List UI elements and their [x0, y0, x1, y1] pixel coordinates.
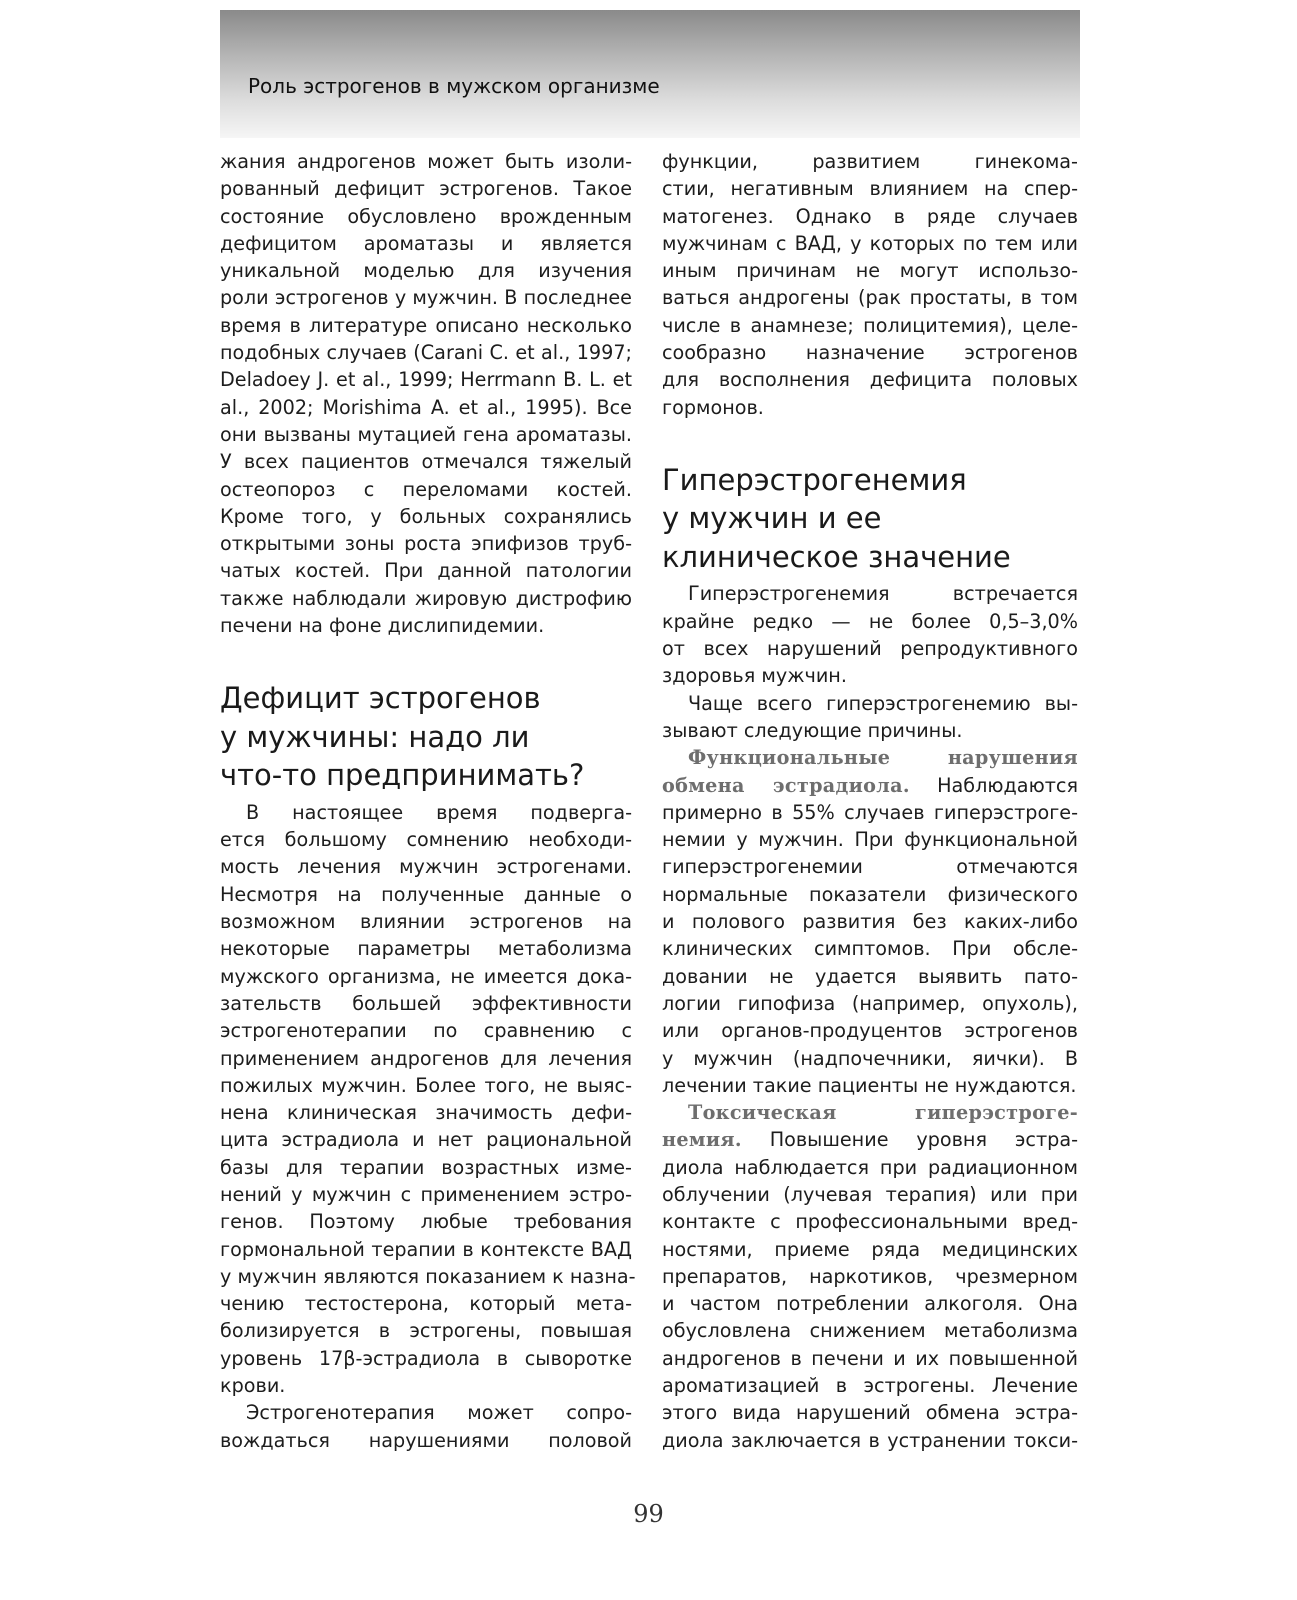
- text-line: зательств большей эффективности: [220, 991, 632, 1015]
- text-line: для восполнения дефицита половых: [662, 368, 1078, 392]
- text-line: уровень 17β-эстрадиола в сыворотке: [220, 1346, 632, 1370]
- text-line: клинических симптомов. При обсле-: [662, 937, 1078, 961]
- para4-line-1: [662, 744, 1078, 771]
- left-paragraph-3: [220, 1399, 632, 1454]
- left-paragraph-2: [220, 799, 636, 1400]
- text-line: стии, негативным влиянием на спер-: [662, 177, 1078, 201]
- para4-body: [662, 799, 1078, 1099]
- text-line: диола заключается в устранении токси-: [662, 1428, 1078, 1452]
- text-line: мужского организма, не имеется дока-: [220, 964, 632, 988]
- runin-heading-functional: Функциональные нарушения: [688, 746, 1078, 770]
- text-line: немии у мужчин. При функциональной: [662, 828, 1078, 852]
- text-line: также наблюдали жировую дистрофию: [220, 586, 632, 610]
- text-line: вождаться нарушениями половой: [220, 1428, 632, 1452]
- text-line: ароматизацией в эстрогены. Лечение: [662, 1374, 1078, 1398]
- text-line: андрогенов в печени и их повышенной: [662, 1346, 1078, 1370]
- text-line: состояние обусловлено врожденным: [220, 204, 632, 228]
- left-paragraph-1: [220, 148, 632, 639]
- text-line: жания андрогенов может быть изоли-: [220, 150, 632, 173]
- text-line: Deladoey J. et al., 1999; Herrmann B. L. et: [220, 368, 632, 392]
- para5-first-tail: Повышение уровня эстра-: [769, 1128, 1079, 1152]
- text-line: Несмотря на полученные данные о: [220, 882, 632, 906]
- text-line: базы для терапии возрастных изме-: [220, 1155, 632, 1179]
- text-line: уникальной моделью для изучения: [220, 259, 632, 283]
- heading-line: Дефицит эстрогенов: [220, 681, 541, 716]
- text-line: нений у мужчин с применением эстро-: [220, 1183, 632, 1206]
- text-line: здоровья мужчин.: [662, 664, 847, 688]
- text-line: Кроме того, у больных сохранялись: [220, 504, 632, 528]
- text-line: открытыми зоны роста эпифизов труб-: [220, 532, 632, 556]
- text-line: мость лечения мужчин эстрогенами.: [220, 855, 632, 879]
- text-line: сообразно назначение эстрогенов: [662, 341, 1078, 365]
- text-line: Эстрогенотерапия может сопро-: [246, 1401, 632, 1425]
- text-line: у мужчин (надпочечники, яички). В: [662, 1046, 1078, 1070]
- text-line: примерно в 55% случаев гиперэстроге-: [662, 800, 1078, 824]
- runin-heading-functional-cont: обмена эстрадиола.: [662, 773, 910, 797]
- text-line: они вызваны мутацией гена ароматазы.: [220, 422, 632, 446]
- text-line: ваться андрогены (рак простаты, в том: [662, 286, 1078, 310]
- text-line: Гиперэстрогенемия встречается: [688, 582, 1078, 606]
- left-column: [220, 148, 636, 1454]
- text-line: матогенез. Однако в ряде случаев: [662, 204, 1078, 228]
- right-column: [662, 148, 1078, 1454]
- right-paragraph-3: [662, 690, 1078, 745]
- text-line: гиперэстрогенемии отмечаются: [662, 855, 1078, 879]
- text-line: чению тестостерона, который мета-: [220, 1292, 632, 1316]
- text-line: крайне редко — не более 0,5–3,0%: [662, 609, 1078, 633]
- text-line: ностями, приеме ряда медицинских: [662, 1237, 1078, 1261]
- runin-heading-toxic-cont: немия.: [662, 1128, 742, 1152]
- left-section-heading: [220, 679, 632, 795]
- text-line: возможном влиянии эстрогенов на: [220, 910, 632, 934]
- para4-line-2: [662, 772, 1078, 799]
- text-line: мужчинам с ВАД, у которых по тем или: [662, 231, 1078, 255]
- text-line: обусловлена снижением метаболизма: [662, 1319, 1078, 1343]
- heading-line: что-то предпринимать?: [220, 758, 585, 793]
- text-line: применением андрогенов для лечения: [220, 1046, 632, 1070]
- text-line: логии гипофиза (например, опухоль),: [662, 991, 1078, 1015]
- text-line: гормональной терапии в контексте ВАД: [220, 1237, 632, 1261]
- text-line: или органов-продуцентов эстрогенов: [662, 1019, 1078, 1043]
- text-line: и частом потреблении алкоголя. Она: [662, 1292, 1078, 1316]
- text-line: остеопороз с переломами костей.: [220, 477, 632, 501]
- text-line: крови.: [220, 1374, 286, 1398]
- text-line: болизируется в эстрогены, повышая: [220, 1319, 632, 1343]
- running-header-title: Роль эстрогенов в мужском организме: [248, 74, 660, 98]
- text-line: зывают следующие причины.: [662, 718, 963, 742]
- text-line: гормонов.: [662, 395, 764, 419]
- text-line: генов. Поэтому любые требования: [220, 1210, 632, 1234]
- heading-line: у мужчины: надо ли: [220, 719, 530, 754]
- right-paragraph-4: [662, 744, 1078, 1099]
- right-paragraph-1: [662, 148, 1078, 421]
- heading-line: Гиперэстрогенемия: [662, 462, 967, 497]
- text-line: препаратов, наркотиков, чрезмерном: [662, 1264, 1078, 1288]
- heading-line: у мужчин и ее: [662, 501, 882, 536]
- text-line: от всех нарушений репродуктивного: [662, 637, 1078, 661]
- runin-heading-toxic: Токсическая гиперэстроге-: [688, 1101, 1078, 1125]
- text-line: контакте с профессиональными вред-: [662, 1210, 1078, 1234]
- text-line: лечении такие пациенты не нуждаются.: [662, 1073, 1077, 1097]
- text-line: пожилых мужчин. Более того, не выяс-: [220, 1073, 632, 1097]
- text-line: Чаще всего гиперэстрогенемию вы-: [688, 691, 1078, 715]
- text-line: ется большому сомнению необходи-: [220, 828, 632, 852]
- text-line: нормальные показатели физического: [662, 882, 1078, 906]
- para5-body: [662, 1154, 1078, 1454]
- right-section-heading: [662, 461, 1078, 577]
- text-line: У всех пациентов отмечался тяжелый: [220, 450, 632, 474]
- right-paragraph-2: [662, 580, 1078, 689]
- text-line: этого вида нарушений обмена эстра-: [662, 1401, 1078, 1425]
- text-line: облучении (лучевая терапия) или при: [662, 1183, 1078, 1206]
- para5-line-2: [662, 1126, 1078, 1153]
- text-line: некоторые параметры метаболизма: [220, 937, 632, 961]
- text-line: печени на фоне дислипидемии.: [220, 614, 545, 638]
- text-line: эстрогенотерапии по сравнению с: [220, 1019, 632, 1043]
- text-line: нена клиническая значимость дефи-: [220, 1101, 632, 1125]
- page-number: 99: [633, 1500, 664, 1528]
- text-line: время в литературе описано несколько: [220, 313, 632, 337]
- text-line: рованный дефицит эстрогенов. Такое: [220, 177, 632, 201]
- text-line: цита эстрадиола и нет рациональной: [220, 1128, 632, 1152]
- text-line: иным причинам не могут использо-: [662, 259, 1078, 283]
- text-line: дефицитом ароматазы и является: [220, 231, 632, 255]
- text-line: al., 2002; Morishima A. et al., 1995). Все: [220, 395, 632, 419]
- right-paragraph-5: [662, 1099, 1078, 1454]
- text-line: диола наблюдается при радиационном: [662, 1155, 1078, 1179]
- text-line: числе в анамнезе; полицитемия), целе-: [662, 313, 1078, 337]
- text-line: довании не удается выявить пато-: [662, 964, 1078, 988]
- text-line: В настоящее время подверга-: [246, 800, 632, 824]
- heading-line: клиническое значение: [662, 539, 1011, 574]
- text-line: чатых костей. При данной патологии: [220, 559, 632, 583]
- text-line: и полового развития без каких-либо: [662, 910, 1078, 934]
- text-line: функции, развитием гинекома-: [662, 150, 1078, 173]
- text-line: у мужчин являются показанием к назна-: [220, 1264, 636, 1288]
- para4-first-tail: Наблюдаются: [937, 773, 1078, 797]
- text-line: подобных случаев (Carani C. et al., 1997;: [220, 341, 632, 365]
- para5-line-1: [662, 1099, 1078, 1126]
- text-line: роли эстрогенов у мужчин. В последнее: [220, 286, 632, 310]
